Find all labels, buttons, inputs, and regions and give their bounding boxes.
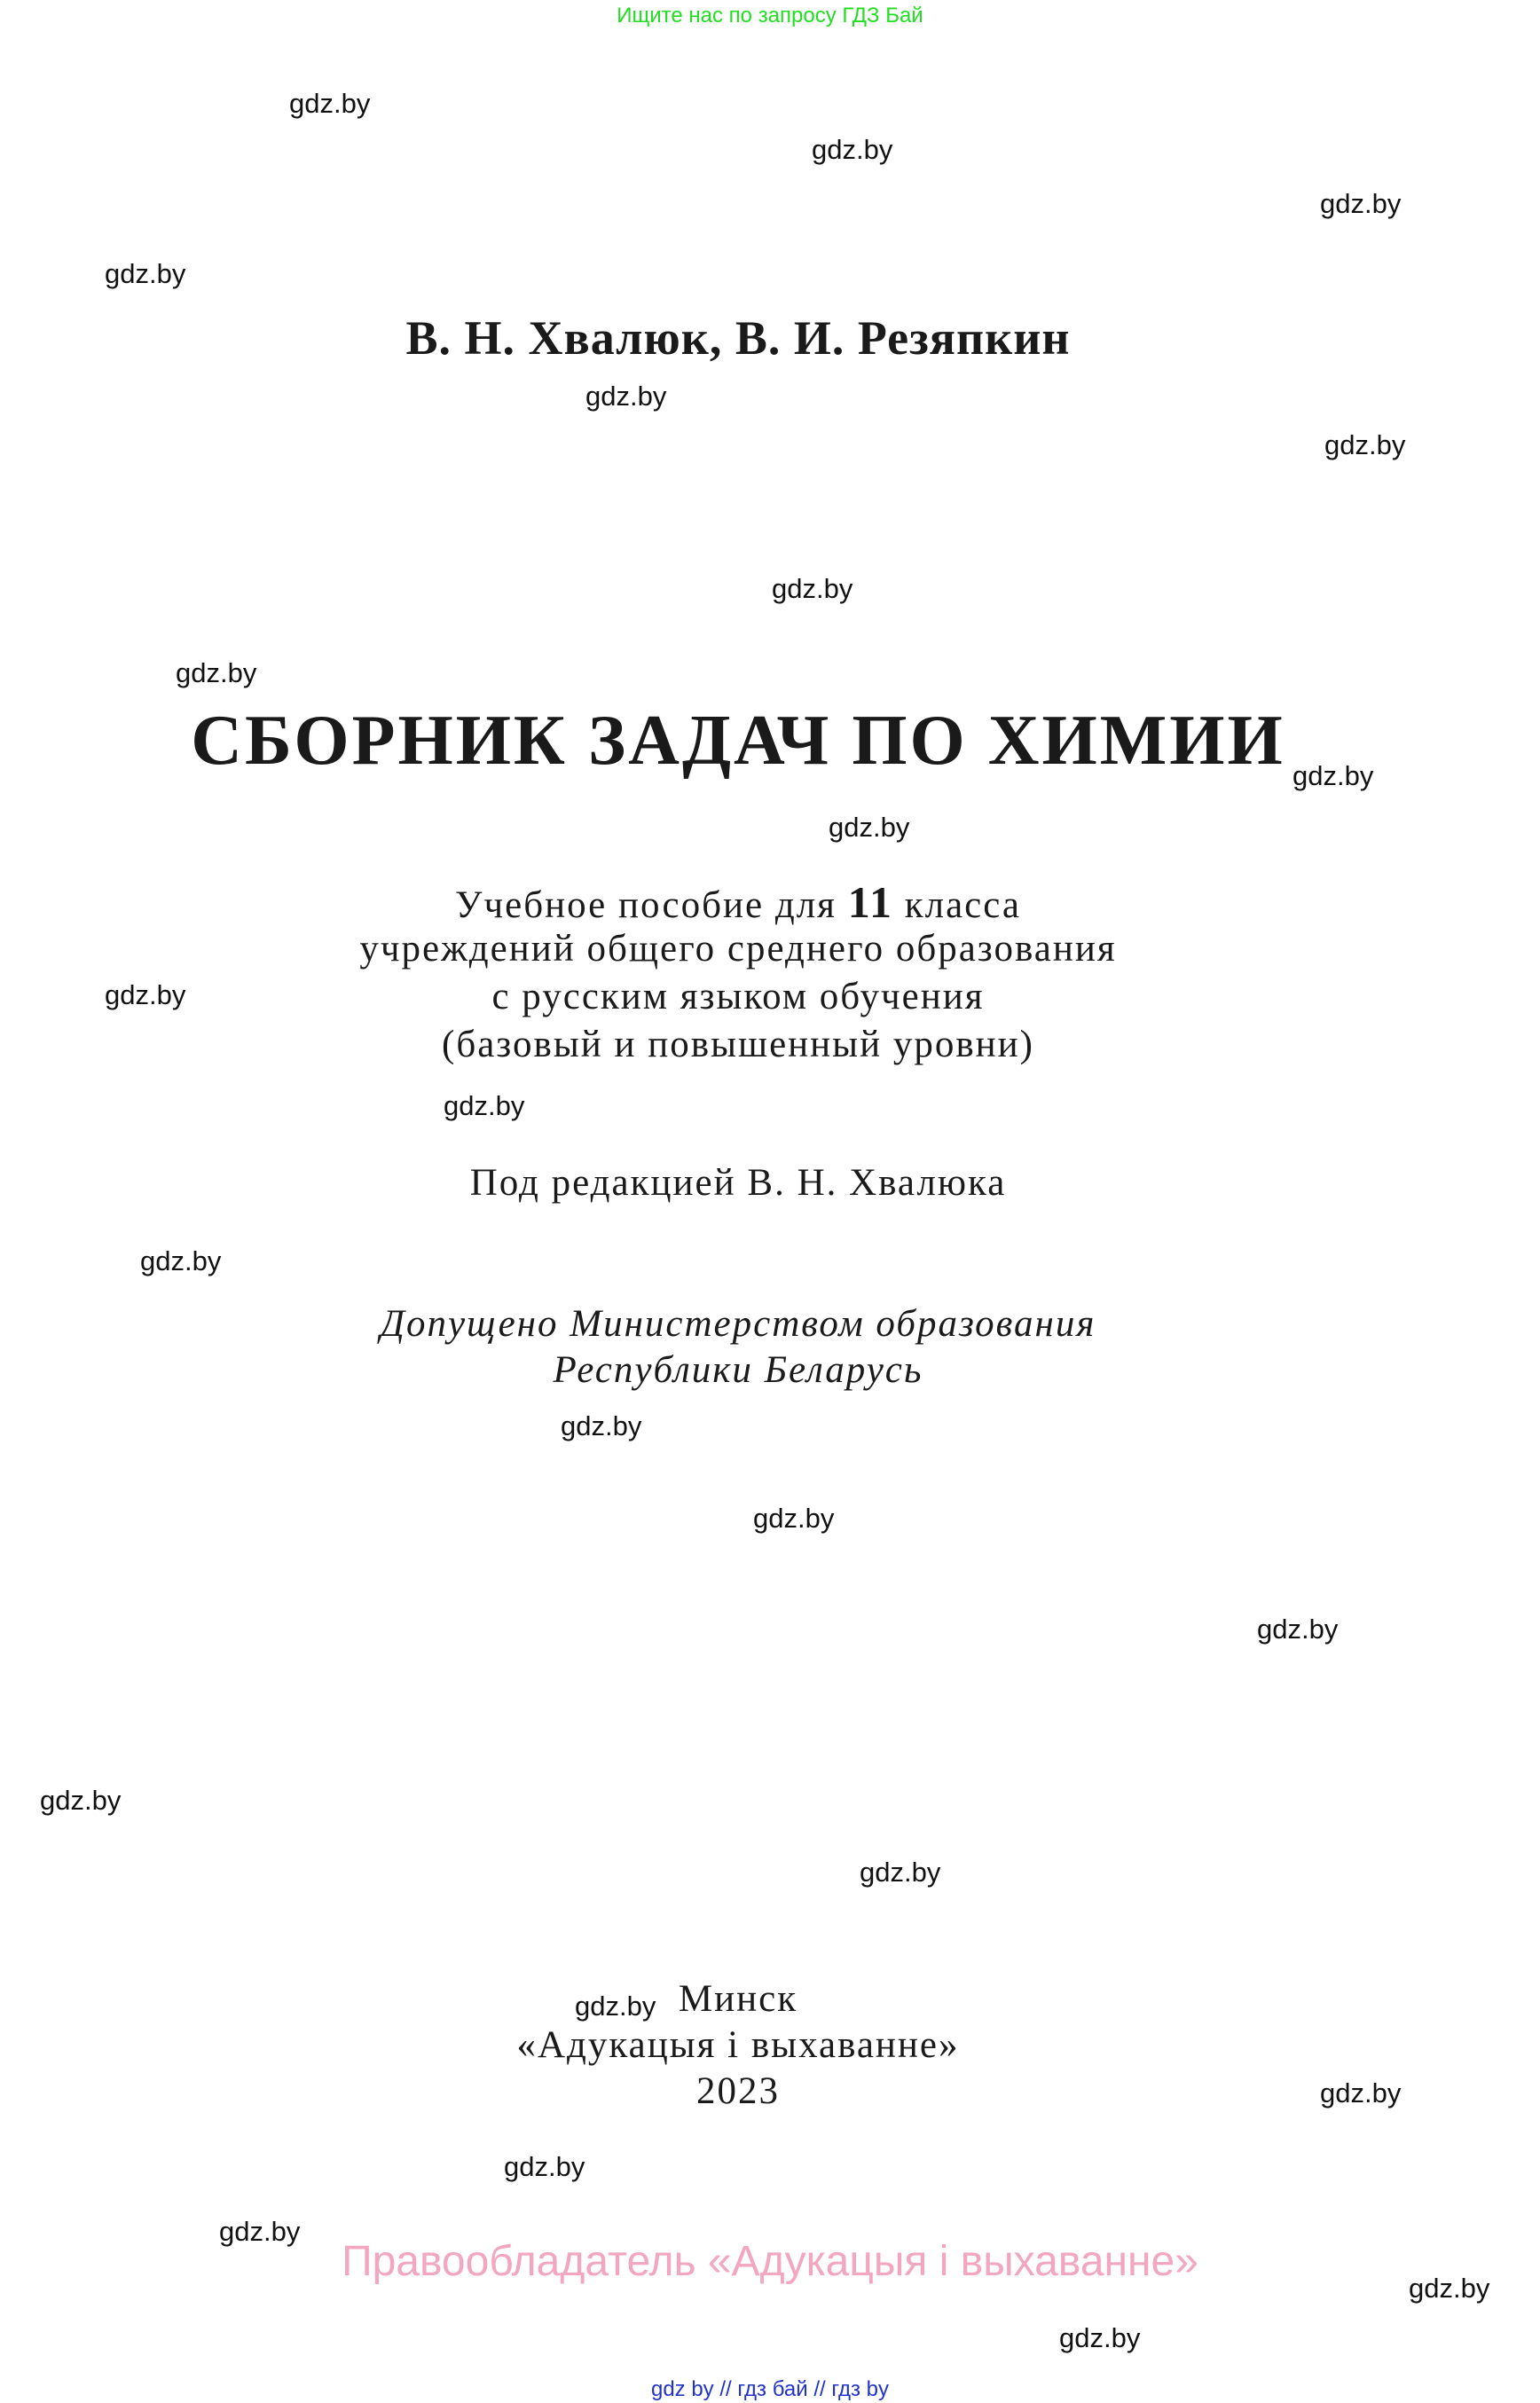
- watermark: gdz.by: [1409, 2273, 1490, 2304]
- publication-year: 2023: [696, 2070, 780, 2112]
- subtitle-line-1: [0, 877, 1476, 927]
- watermark: gdz.by: [561, 1410, 642, 1441]
- watermark: gdz.by: [1324, 429, 1406, 460]
- watermark: gdz.by: [812, 134, 893, 165]
- watermark: gdz.by: [40, 1785, 122, 1816]
- watermark: gdz.by: [753, 1503, 835, 1534]
- watermark: gdz.by: [219, 2216, 301, 2247]
- watermark: gdz.by: [1320, 188, 1402, 219]
- subtitle-line-4: (базовый и повышенный уровни): [442, 1024, 1034, 1065]
- publisher-city: Минск: [678, 1978, 798, 2020]
- book-title: СБОРНИК ЗАДАЧ ПО ХИМИИ: [191, 702, 1285, 780]
- publisher-name: «Адукацыя і выхаванне»: [516, 2024, 960, 2066]
- watermark: gdz.by: [1292, 760, 1374, 791]
- watermark: gdz.by: [444, 1090, 525, 1121]
- rights-holder-notice: Правообладатель «Адукацыя і выхаванне»: [342, 2238, 1198, 2285]
- watermark: gdz.by: [105, 258, 186, 289]
- watermark: gdz.by: [140, 1245, 222, 1276]
- watermark: gdz.by: [772, 573, 853, 604]
- watermark: gdz.by: [504, 2151, 585, 2182]
- watermark: gdz.by: [105, 979, 186, 1010]
- watermark: gdz.by: [289, 88, 371, 119]
- watermark: gdz.by: [575, 1991, 656, 2022]
- watermark: gdz.by: [1257, 1614, 1339, 1645]
- grade-number: 11: [847, 877, 893, 927]
- subtitle-line-2: учреждений общего среднего образования: [359, 928, 1117, 970]
- book-authors: В. Н. Хвалюк, В. И. Резяпкин: [405, 311, 1071, 365]
- watermark: gdz.by: [176, 657, 257, 688]
- watermark: gdz.by: [829, 812, 910, 843]
- approval-line-2: Республики Беларусь: [553, 1349, 923, 1391]
- bottom-links[interactable]: gdz by // гдз бай // гдз by: [650, 2377, 890, 2401]
- subtitle-line-3: с русским языком обучения: [491, 976, 985, 1017]
- editor-line: Под редакцией В. Н. Хвалюка: [469, 1162, 1007, 1204]
- approval-line-1: Допущено Министерством образования: [380, 1303, 1096, 1345]
- watermark: gdz.by: [585, 381, 667, 412]
- watermark: gdz.by: [1320, 2077, 1402, 2109]
- subtitle-text: класса: [904, 884, 1021, 926]
- watermark: gdz.by: [1059, 2322, 1141, 2353]
- watermark: gdz.by: [860, 1857, 941, 1888]
- top-banner-link[interactable]: Ищите нас по запросу ГДЗ Бай: [617, 4, 923, 27]
- subtitle-text: Учебное пособие для: [455, 884, 837, 926]
